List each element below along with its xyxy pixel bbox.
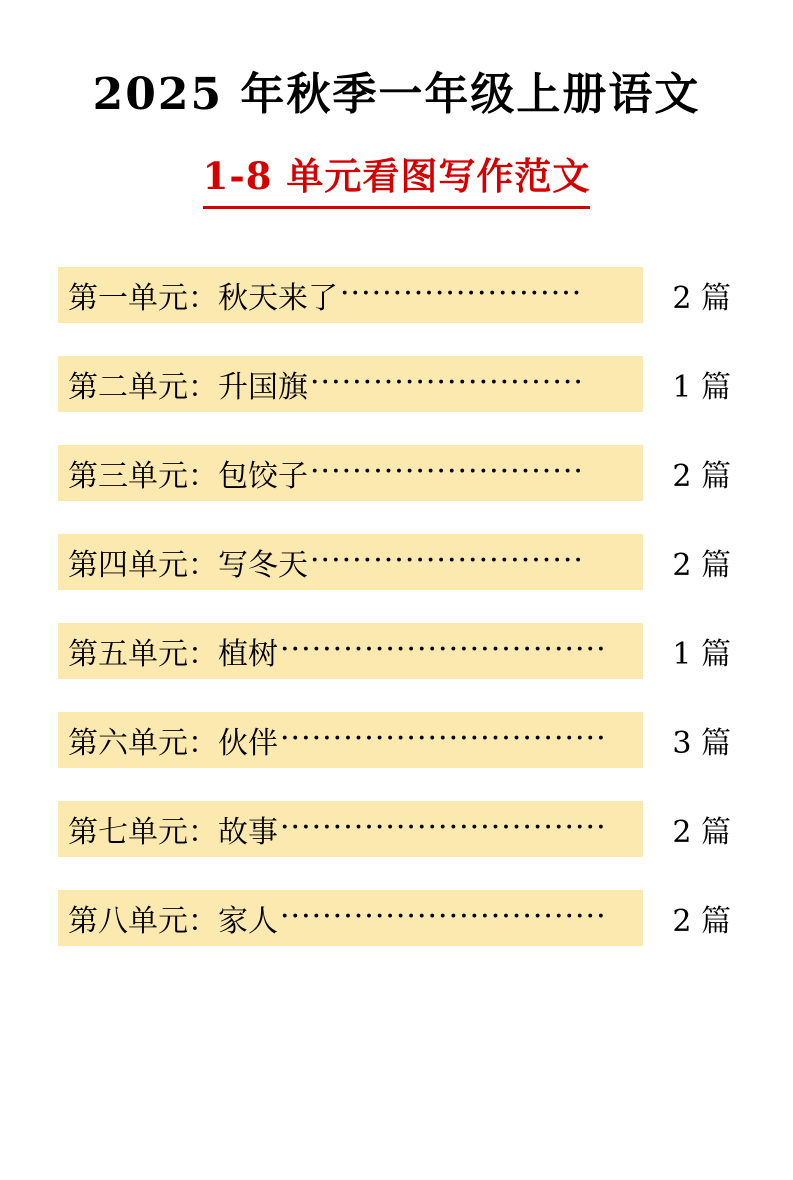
toc-entry: [58, 801, 733, 857]
toc-entry: [58, 623, 733, 679]
toc-entry-leader: ·······················: [340, 275, 583, 311]
toc-entry-label: 第七单元：故事: [68, 815, 278, 850]
toc-entry-label: 第三单元：包饺子: [68, 459, 308, 494]
toc-entry-label: 第一单元：秋天来了: [68, 281, 338, 316]
toc-entry-label: 第二单元：升国旗: [68, 370, 308, 405]
toc-entry-leader: ··························: [310, 453, 584, 489]
toc-entry: [58, 267, 733, 323]
toc-entry-text: [58, 267, 733, 323]
toc-entry-leader: ··························: [310, 542, 584, 578]
toc-entry: [58, 712, 733, 768]
table-of-contents: [0, 267, 793, 946]
toc-entry-leader: ·······························: [280, 898, 607, 934]
document-page: [0, 58, 793, 1180]
page-subtitle-wrapper: [0, 146, 793, 209]
toc-entry-label: 第五单元：植树: [68, 637, 278, 672]
toc-entry-count: 2 篇: [672, 904, 731, 939]
toc-entry-text: [58, 890, 733, 946]
toc-entry-text: [58, 801, 733, 857]
toc-entry: [58, 445, 733, 501]
toc-entry-text: [58, 712, 733, 768]
toc-entry: [58, 534, 733, 590]
toc-entry-text: [58, 445, 733, 501]
toc-entry-leader: ·······························: [280, 809, 607, 845]
toc-entry-count: 1 篇: [672, 637, 731, 672]
toc-entry-text: [58, 534, 733, 590]
toc-entry-label: 第八单元：家人: [68, 904, 278, 939]
toc-entry: [58, 890, 733, 946]
toc-entry-count: 3 篇: [672, 726, 731, 761]
toc-entry-text: [58, 623, 733, 679]
toc-entry-leader: ··························: [310, 364, 584, 400]
toc-entry: [58, 356, 733, 412]
toc-entry-leader: ·······························: [280, 720, 607, 756]
toc-entry-count: 2 篇: [672, 548, 731, 583]
toc-entry-leader: ·······························: [280, 631, 607, 667]
toc-entry-count: 1 篇: [672, 370, 731, 405]
toc-entry-text: [58, 356, 733, 412]
toc-entry-label: 第四单元：写冬天: [68, 548, 308, 583]
toc-entry-count: 2 篇: [672, 815, 731, 850]
page-subtitle: 1-8 单元看图写作范文: [203, 146, 591, 209]
toc-entry-count: 2 篇: [672, 281, 731, 316]
page-title: 2025 年秋季一年级上册语文: [92, 69, 701, 120]
toc-entry-label: 第六单元：伙伴: [68, 726, 278, 761]
toc-entry-count: 2 篇: [672, 459, 731, 494]
